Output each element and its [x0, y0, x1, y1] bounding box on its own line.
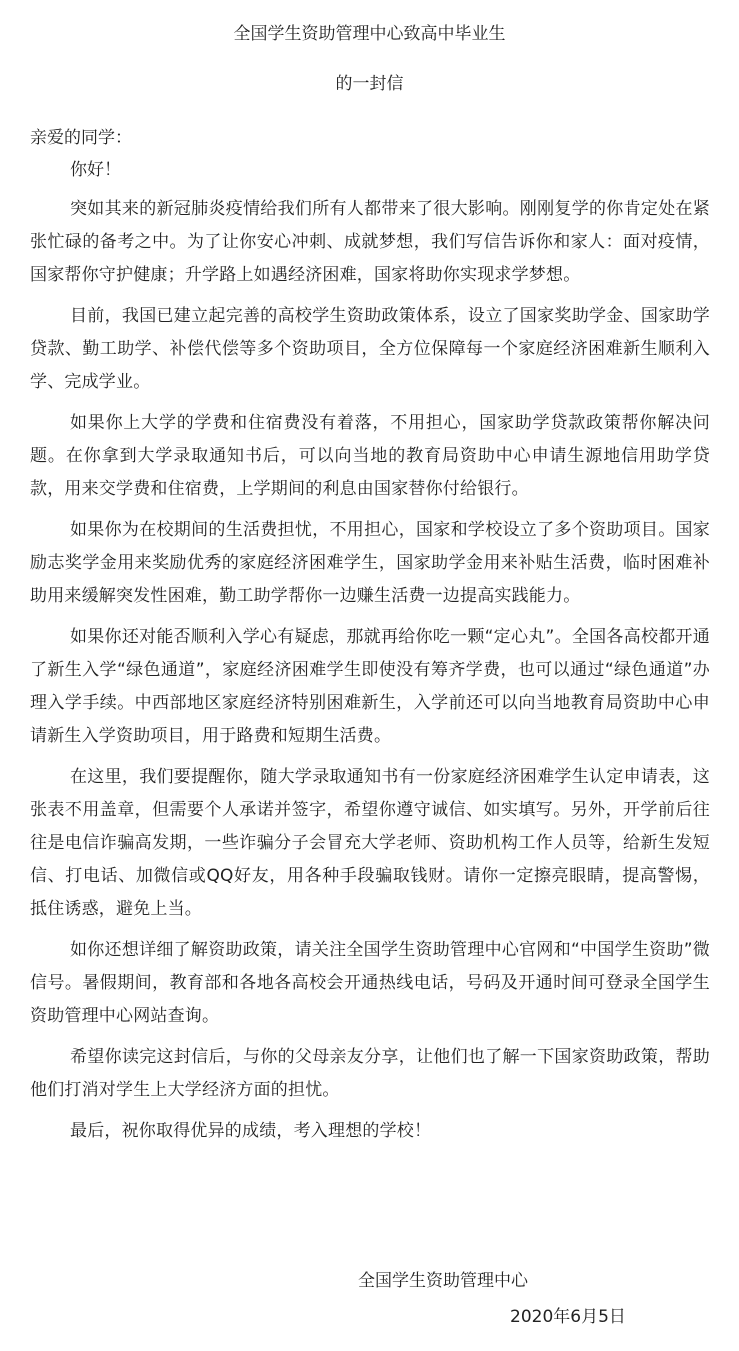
paragraph-7: 如你还想详细了解资助政策，请关注全国学生资助管理中心官网和“中国学生资助”微信号。暑假期间，教育部和各地各高校会开通热线电话，号码及开通时间可登录全国学生资助管理中心网站查询。: [30, 940, 710, 1026]
paragraph-2: 目前，我国已建立起完善的高校学生资助政策体系，设立了国家奖助学金、国家助学贷款、勤工助学、补偿代偿等多个资助项目，全方位保障每一个家庭经济困难新生顺利入学、完成学业。: [30, 306, 710, 392]
signature: 全国学生资助管理中心: [358, 1271, 528, 1291]
salutation: 亲爱的同学：: [30, 128, 132, 148]
paragraph-8: 希望你读完这封信后，与你的父母亲友分享，让他们也了解一下国家资助政策，帮助他们打消对学生上大学经济方面的担忧。: [30, 1047, 710, 1100]
letter-title-line-1: 全国学生资助管理中心致高中毕业生: [233, 24, 506, 44]
greeting: 你好！: [70, 160, 121, 180]
letter-body: [30, 193, 710, 1156]
paragraph-1: 突如其来的新冠肺炎疫情给我们所有人都带来了很大影响。刚刚复学的你肯定处在紧张忙碌的备考之中。为了让你安心冲刺、成就梦想，我们写信告诉你和家人：面对疫情，国家帮你守护健康；升学路上如遇经济困难，国家将助你实现求学梦想。: [30, 199, 710, 285]
paragraph-6: 在这里，我们要提醒你，随大学录取通知书有一份家庭经济困难学生认定申请表，这张表不用盖章，但需要个人承诺并签字，希望你遵守诚信、如实填写。另外，开学前后往往是电信诈骗高发期，一些诈骗分子会冒充大学老师、资助机构工作人员等，给新生发短信、打电话、加微信或QQ好友，用各种手段骗取钱财。请你一定擦亮眼睛，提高警惕，抵住诱惑，避免上当。: [30, 767, 710, 919]
paragraph-4: 如果你为在校期间的生活费担忧，不用担心，国家和学校设立了多个资助项目。国家励志奖学金用来奖励优秀的家庭经济困难学生，国家助学金用来补贴生活费，临时困难补助用来缓解突发性困难，勤工助学帮你一边赚生活费一边提高实践能力。: [30, 520, 710, 606]
letter-date: 2020年6月5日: [510, 1307, 626, 1327]
paragraph-5: 如果你还对能否顺利入学心有疑虑，那就再给你吃一颗“定心丸”。全国各高校都开通了新生入学“绿色通道”，家庭经济困难学生即使没有筹齐学费，也可以通过“绿色通道”办理入学手续。中西部地区家庭经济特别困难新生，入学前还可以向当地教育局资助中心申请新生入学资助项目，用于路费和短期生活费。: [30, 627, 710, 746]
letter-title-line-2: 的一封信: [335, 74, 404, 94]
paragraph-9: 最后，祝你取得优异的成绩，考入理想的学校！: [70, 1121, 432, 1141]
paragraph-3: 如果你上大学的学费和住宿费没有着落，不用担心，国家助学贷款政策帮你解决问题。在你拿到大学录取通知书后，可以向当地的教育局资助中心申请生源地信用助学贷款，用来交学费和住宿费，上学期间的利息由国家替你付给银行。: [30, 413, 710, 499]
